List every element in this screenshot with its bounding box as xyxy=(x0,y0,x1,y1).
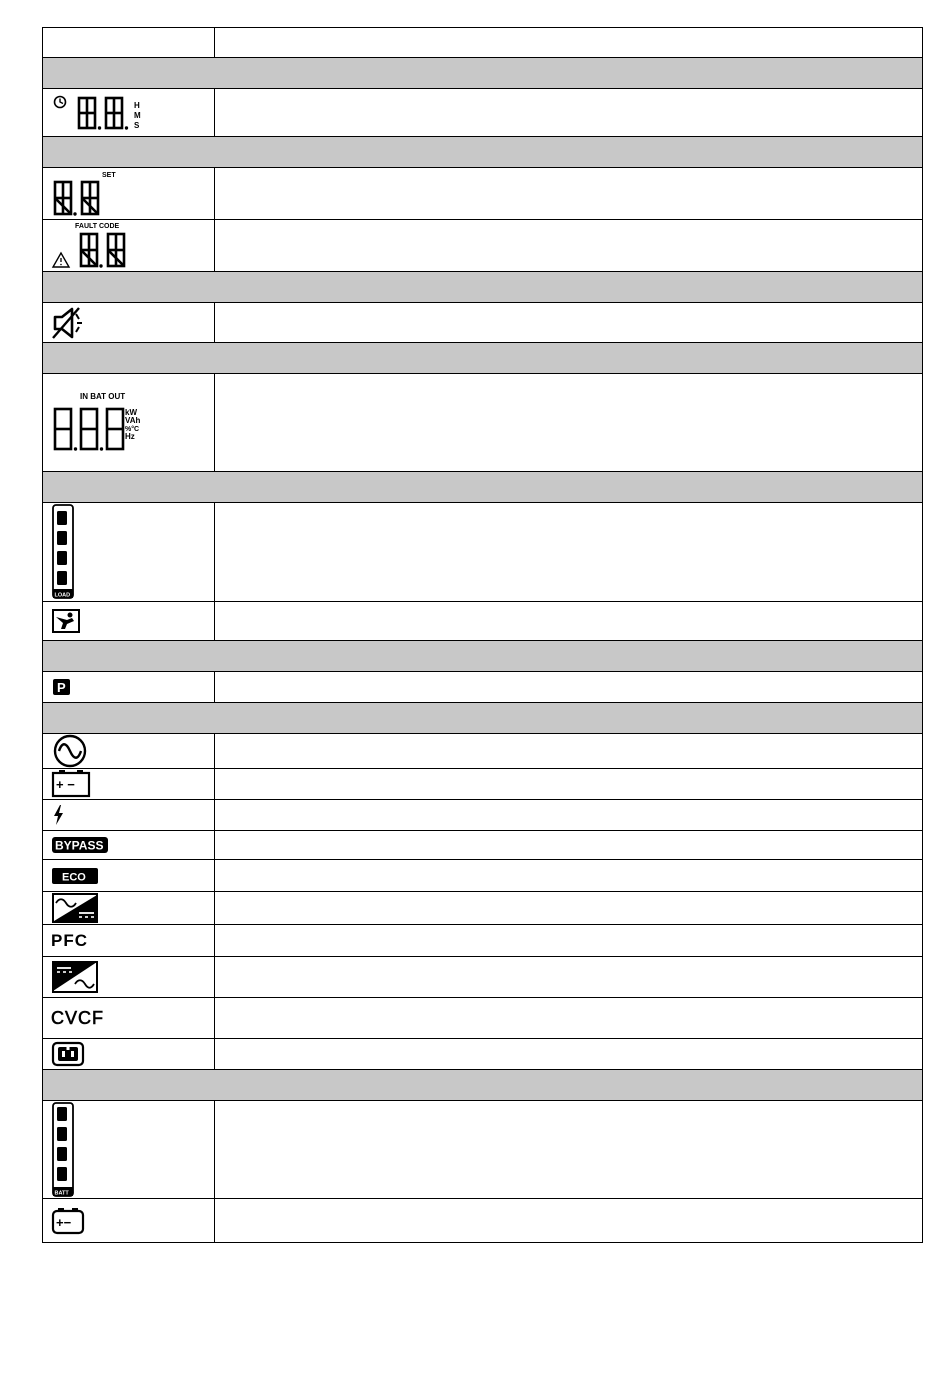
description-cell xyxy=(215,800,923,831)
section-title xyxy=(43,703,923,734)
icon-cell xyxy=(43,602,215,641)
icon-cell xyxy=(43,168,215,220)
icon-cell xyxy=(43,734,215,769)
overload-icon xyxy=(51,608,83,634)
table-row xyxy=(43,925,923,957)
icon-cell xyxy=(43,503,215,602)
setting-digits-icon xyxy=(51,169,146,219)
bypass-label: BYPASS xyxy=(55,838,104,853)
section-row xyxy=(43,58,923,89)
header-icon-cell xyxy=(43,28,215,58)
table-row xyxy=(43,892,923,925)
table-row xyxy=(43,957,923,998)
icon-cell xyxy=(43,957,215,998)
icon-cell xyxy=(43,89,215,137)
description-cell xyxy=(215,998,923,1039)
fault-code-label: FAULT CODE xyxy=(75,222,120,230)
description-cell xyxy=(215,602,923,641)
section-row xyxy=(43,343,923,374)
description-cell xyxy=(215,860,923,892)
unit-hz: Hz xyxy=(125,431,135,441)
pfc-label-icon: PFC xyxy=(51,930,88,950)
section-row xyxy=(43,472,923,503)
table-row xyxy=(43,303,923,343)
unit-vah: VAh xyxy=(125,415,141,425)
load-label: LOAD xyxy=(54,592,71,599)
table-row xyxy=(43,168,923,220)
table-header-row xyxy=(43,28,923,58)
description-cell xyxy=(215,503,923,602)
description-cell xyxy=(215,303,923,343)
table-row xyxy=(43,769,923,800)
outlet-icon xyxy=(51,1041,87,1067)
icon-cell xyxy=(43,925,215,957)
table-row xyxy=(43,860,923,892)
section-row xyxy=(43,641,923,672)
p-letter-icon xyxy=(51,678,73,696)
section-title xyxy=(43,641,923,672)
table-row xyxy=(43,1039,923,1070)
table-row xyxy=(43,602,923,641)
section-row xyxy=(43,137,923,168)
section-title xyxy=(43,272,923,303)
description-cell xyxy=(215,734,923,769)
fault-code-digits-icon xyxy=(51,221,146,271)
table-row xyxy=(43,1101,923,1199)
description-cell xyxy=(215,769,923,800)
section-row xyxy=(43,272,923,303)
icon-cell xyxy=(43,1199,215,1243)
description-cell xyxy=(215,1199,923,1243)
battery-polarity-label: + − xyxy=(56,777,75,792)
mute-speaker-icon xyxy=(51,306,91,340)
icon-cell xyxy=(43,1039,215,1070)
description-cell xyxy=(215,374,923,472)
icon-cell xyxy=(43,303,215,343)
section-title xyxy=(43,472,923,503)
description-cell xyxy=(215,892,923,925)
description-cell xyxy=(215,89,923,137)
table-row xyxy=(43,800,923,831)
lightning-icon xyxy=(51,804,67,826)
section-title xyxy=(43,1070,923,1101)
table-row xyxy=(43,1199,923,1243)
section-row xyxy=(43,1070,923,1101)
icon-cell xyxy=(43,831,215,860)
p-label: P xyxy=(57,680,66,695)
table-row xyxy=(43,220,923,272)
section-title xyxy=(43,58,923,89)
description-cell xyxy=(215,672,923,703)
icon-cell xyxy=(43,1101,215,1199)
battery-outline-polarity-label: +− xyxy=(56,1214,72,1230)
rectifier-ac-dc-icon xyxy=(51,892,101,924)
eco-label: ECO xyxy=(62,871,86,883)
icon-cell xyxy=(43,672,215,703)
icon-cell xyxy=(43,374,215,472)
section-title xyxy=(43,137,923,168)
unit-percent-celsius: %°C xyxy=(125,425,140,433)
ac-sine-circle-icon xyxy=(51,734,91,768)
icon-cell xyxy=(43,220,215,272)
header-description-cell xyxy=(215,28,923,58)
unit-minutes: M xyxy=(134,110,141,120)
description-cell xyxy=(215,220,923,272)
lcd-icon-table xyxy=(42,27,923,1243)
icon-cell xyxy=(43,800,215,831)
table-row xyxy=(43,734,923,769)
table-row xyxy=(43,672,923,703)
section-row xyxy=(43,703,923,734)
bypass-badge-icon xyxy=(51,836,113,854)
description-cell xyxy=(215,1101,923,1199)
table-row xyxy=(43,998,923,1039)
icon-cell xyxy=(43,769,215,800)
battery-icon xyxy=(51,769,93,799)
unit-seconds: S xyxy=(134,120,140,130)
inverter-dc-ac-icon xyxy=(51,960,101,994)
description-cell xyxy=(215,831,923,860)
section-title xyxy=(43,343,923,374)
description-cell xyxy=(215,925,923,957)
battery-outline-icon xyxy=(51,1207,87,1235)
icon-cell xyxy=(43,998,215,1039)
description-cell xyxy=(215,1039,923,1070)
icon-cell xyxy=(43,860,215,892)
eco-badge-icon xyxy=(51,867,103,885)
table-row xyxy=(43,831,923,860)
value-digits-icon xyxy=(51,387,161,459)
battery-level-bar-icon xyxy=(51,1102,81,1198)
load-level-bar-icon xyxy=(51,504,81,600)
table-row xyxy=(43,89,923,137)
icon-cell xyxy=(43,892,215,925)
table-row xyxy=(43,374,923,472)
timer-digits-icon xyxy=(51,92,146,134)
description-cell xyxy=(215,957,923,998)
unit-hours: H xyxy=(134,100,140,110)
in-bat-out-label: IN BAT OUT xyxy=(80,391,126,401)
set-label: SET xyxy=(102,171,116,179)
cvcf-label-icon: CVCF xyxy=(51,1007,104,1028)
unit-kw: kW xyxy=(125,407,137,417)
description-cell xyxy=(215,168,923,220)
batt-label: BATT xyxy=(54,1190,69,1196)
table-row xyxy=(43,503,923,602)
